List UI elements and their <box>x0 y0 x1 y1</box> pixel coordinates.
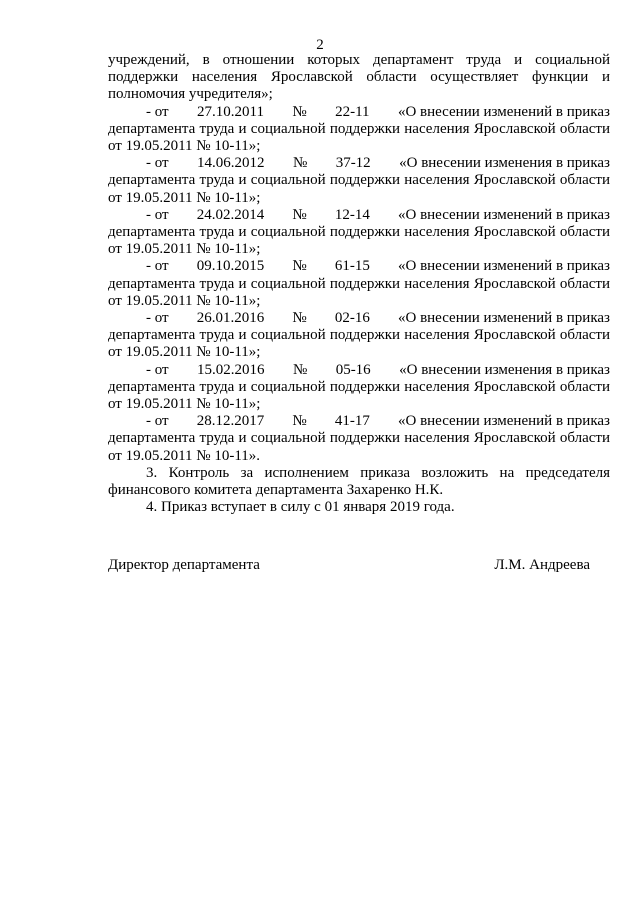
amendment-head <box>108 413 610 430</box>
amendment-prefix: - от <box>146 155 169 172</box>
amendment-title-start: «О внесении изменений в приказ <box>397 310 610 327</box>
amendment-number-sign: № <box>292 155 308 172</box>
amendment-line: от 19.05.2011 № 10-11»; <box>108 396 261 413</box>
amendment-line: от 19.05.2011 № 10-11»; <box>108 344 261 361</box>
amendment-prefix: - от <box>146 103 169 120</box>
amendment-item <box>108 207 610 259</box>
amendment-line: от 19.05.2011 № 10-11»; <box>108 241 261 258</box>
amendment-head <box>108 155 610 172</box>
amendment-title-start: «О внесении изменений в приказ <box>397 206 610 223</box>
amendment-title-start: «О внесении изменений в приказ <box>397 413 610 430</box>
page-number: 2 <box>316 37 324 53</box>
amendment-head <box>108 258 610 275</box>
signature-block <box>108 556 590 574</box>
amendment-head <box>108 362 610 379</box>
intro-line: поддержки населения Ярославской области осуществляет функции и <box>108 69 610 86</box>
amendment-number-sign: № <box>292 206 307 223</box>
amendment-date: 27.10.2011 <box>197 103 264 120</box>
amendment-line: департамента труда и социальной поддержки населения Ярославской области <box>108 275 610 292</box>
amendment-number: 12-14 <box>334 206 370 223</box>
amendment-number-sign: № <box>292 361 308 378</box>
amendment-line: департамента труда и социальной поддержки населения Ярославской области <box>108 378 610 395</box>
amendment-line: от 19.05.2011 № 10-11»; <box>108 138 261 155</box>
amendment-item <box>108 258 610 310</box>
intro-line: полномочия учредителя»; <box>108 86 273 103</box>
amendment-number-sign: № <box>292 413 307 430</box>
amendment-item <box>108 413 610 465</box>
clause-4: 4. Приказ вступает в силу с 01 января 2019 года. <box>146 499 455 516</box>
amendment-item <box>108 155 610 207</box>
document-body <box>108 52 610 516</box>
amendment-item <box>108 362 610 414</box>
amendment-number: 41-17 <box>334 413 370 430</box>
amendment-line: департамента труда и социальной поддержки населения Ярославской области <box>108 224 610 241</box>
amendment-number-sign: № <box>292 258 307 275</box>
amendment-date: 09.10.2015 <box>196 258 265 275</box>
signature-name: Л.М. Андреева <box>494 557 590 573</box>
amendment-prefix: - от <box>146 413 169 430</box>
amendment-title-start: «О внесении изменения в приказ <box>399 361 610 378</box>
intro-line: учреждений, в отношении которых департамент труда и социальной <box>108 52 610 68</box>
amendment-prefix: - от <box>146 361 169 378</box>
amendment-line: департамента труда и социальной поддержки населения Ярославской области <box>108 120 610 137</box>
amendment-number-sign: № <box>292 103 307 120</box>
amendment-line: департамента труда и социальной поддержки населения Ярославской области <box>108 430 610 447</box>
amendment-date: 28.12.2017 <box>196 413 265 430</box>
amendment-line: департамента труда и социальной поддержки населения Ярославской области <box>108 327 610 344</box>
amendment-item <box>108 104 610 156</box>
amendment-prefix: - от <box>146 310 169 327</box>
amendment-head <box>108 207 610 224</box>
amendment-item <box>108 310 610 362</box>
amendment-line: департамента труда и социальной поддержки населения Ярославской области <box>108 172 610 189</box>
amendment-date: 26.01.2016 <box>196 310 265 327</box>
amendment-date: 14.06.2012 <box>197 155 265 172</box>
amendment-number-sign: № <box>292 310 307 327</box>
clause-3: 3. Контроль за исполнением приказа возложить на председателя финансового комитета департамента Захаренко Н.К. <box>108 464 610 499</box>
amendment-head <box>108 104 610 121</box>
amendment-date: 24.02.2014 <box>196 206 265 223</box>
amendment-date: 15.02.2016 <box>197 361 265 378</box>
amendment-line: от 19.05.2011 № 10-11». <box>108 447 261 464</box>
amendment-title-start: «О внесении изменений в приказ <box>397 103 610 120</box>
amendment-title-start: «О внесении изменений в приказ <box>397 258 610 275</box>
amendment-number: 02-16 <box>334 310 370 327</box>
amendment-prefix: - от <box>146 206 169 223</box>
amendment-number: 61-15 <box>334 258 370 275</box>
amendment-line: от 19.05.2011 № 10-11»; <box>108 189 261 206</box>
signature-position: Директор департамента <box>108 557 260 573</box>
amendment-prefix: - от <box>146 258 169 275</box>
amendment-number: 22-11 <box>335 103 370 120</box>
amendment-number: 05-16 <box>335 361 371 378</box>
amendment-head <box>108 310 610 327</box>
amendment-title-start: «О внесении изменения в приказ <box>399 155 610 172</box>
amendment-number: 37-12 <box>335 155 371 172</box>
intro-paragraph <box>108 52 610 104</box>
amendment-line: от 19.05.2011 № 10-11»; <box>108 292 261 309</box>
